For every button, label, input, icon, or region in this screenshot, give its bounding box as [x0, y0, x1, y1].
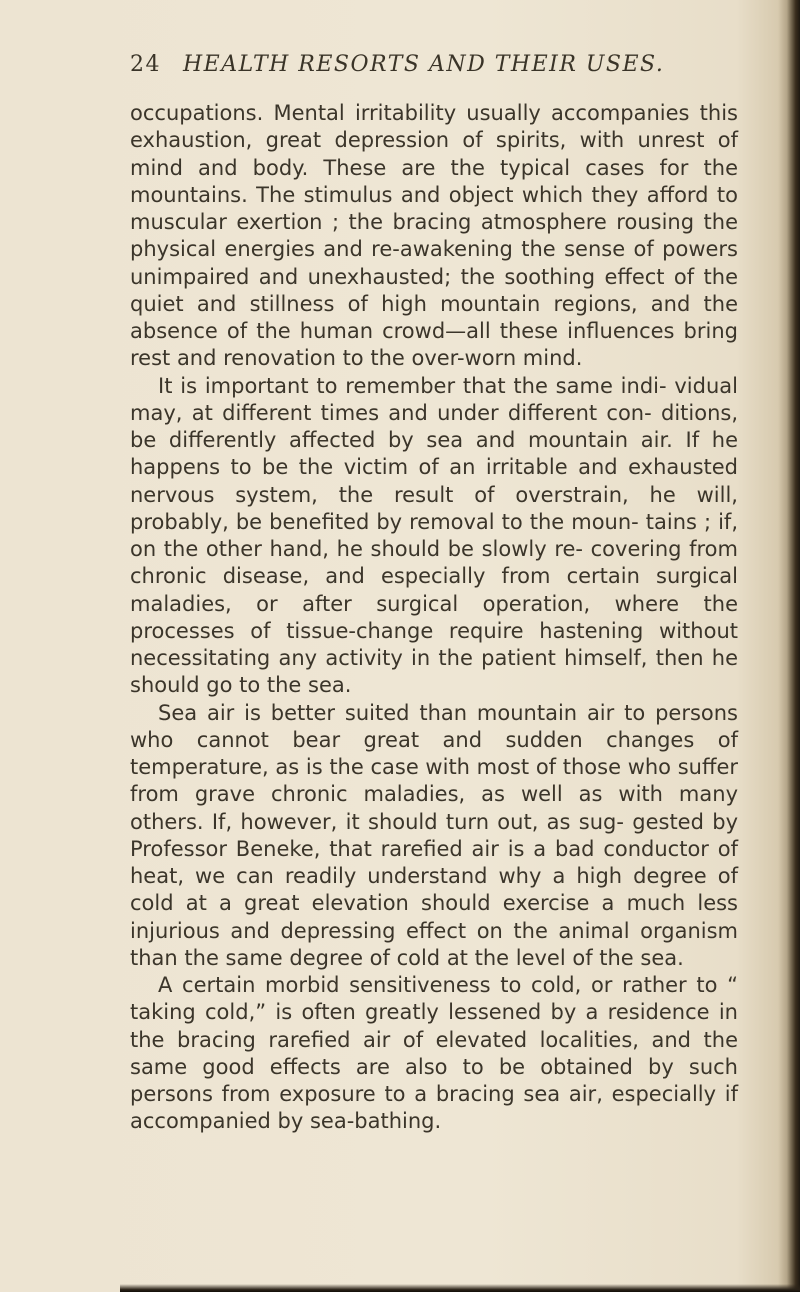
body-text — [130, 100, 738, 1136]
paragraph: occupations. Mental irritability usually accompanies this exhaustion, great depression of spirits, with unrest of mind and body. These are the typical cases for the mountains. The stimulus and object which they afford to muscular exertion ; the bracing atmosphere rousing the physical energies and re-awakening the sense of powers unimpaired and unexhausted; the soothing effect of the quiet and stillness of high mountain regions, and the absence of the human crowd—all these influences bring rest and renovation to the over-worn mind. — [130, 101, 738, 371]
running-title: HEALTH RESORTS AND THEIR USES. — [183, 52, 665, 77]
page-number: 24 — [130, 52, 161, 77]
paragraph: It is important to remember that the same indi- vidual may, at different times and under different con- ditions, be differently affected by sea and mountain air. If he happens to be the victim of an irritable and exhausted nervous system, the result of overstrain, he will, probably, be benefited by removal to the moun- tains ; if, on the other hand, he should be slowly re- covering from chronic disease, and especially from certain surgical maladies, or after surgical operation, where the processes of tissue-change require hastening without necessitating any activity in the patient himself, then he should go to the sea. — [130, 373, 738, 698]
paragraph: Sea air is better suited than mountain air to persons who cannot bear great and sudden changes of temperature, as is the case with most of those who suffer from grave chronic maladies, as well as with many others. If, however, it should turn out, as sug- gested by Professor Beneke, that rarefied air is a bad conductor of heat, we can readily understand why a high degree of cold at a great elevation should exercise a much less injurious and depressing effect on the animal organism than the same degree of cold at the level of the sea. — [130, 700, 738, 970]
page-header — [130, 52, 730, 77]
page-bottom-edge — [120, 1284, 800, 1292]
page-binding-edge — [778, 0, 800, 1292]
paragraph: A certain morbid sensitiveness to cold, or rather to “ taking cold,” is often greatly lessened by a residence in the bracing rarefied air of elevated localities, and the same good effects are also to be obtained by such persons from exposure to a bracing sea air, especially if accompanied by sea-bathing. — [130, 973, 738, 1134]
